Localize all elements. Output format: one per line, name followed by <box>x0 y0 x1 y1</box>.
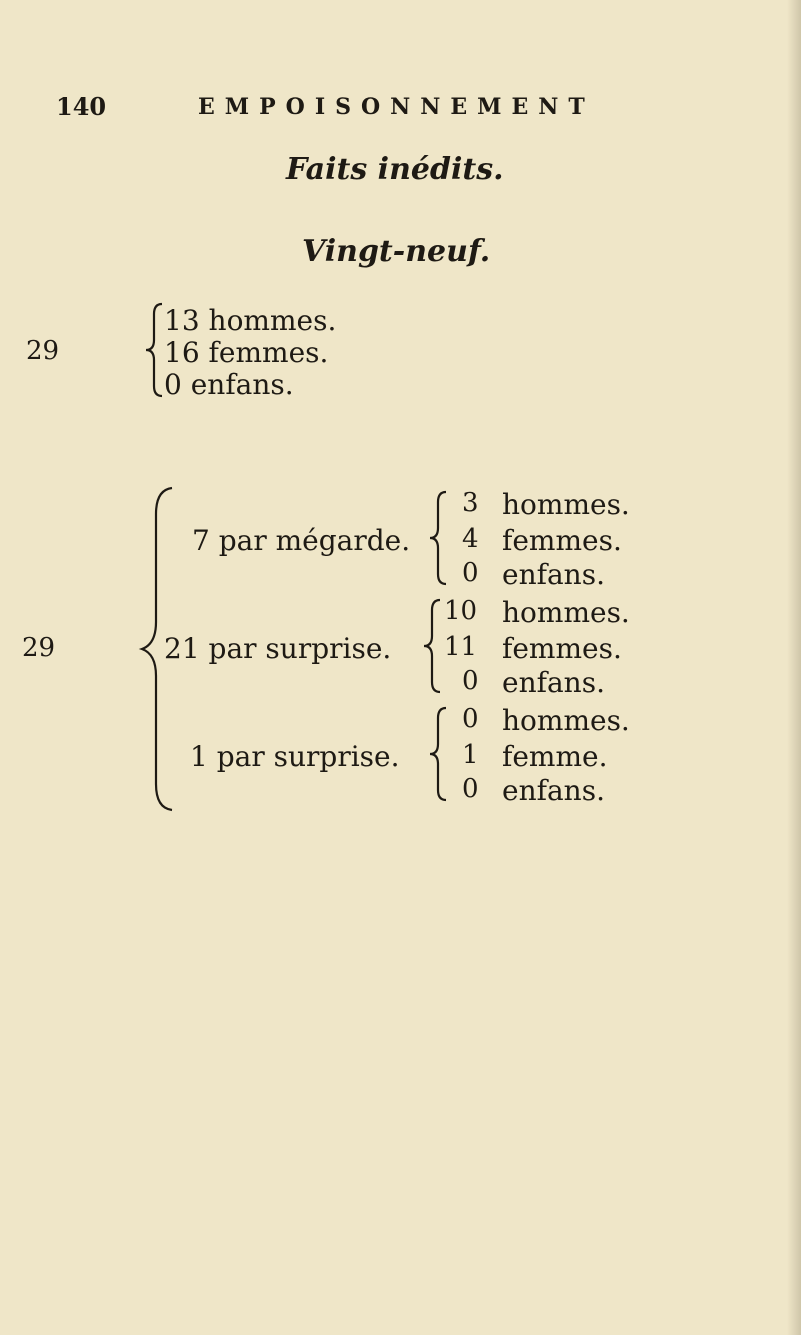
page-number: 140 <box>56 92 107 121</box>
group-2-label-women: femmes. <box>502 632 622 665</box>
cause-megarde: 7 par mégarde. <box>192 524 411 557</box>
group-2-count-women: 11 <box>444 632 478 662</box>
group-3-count-women: 1 <box>462 740 479 770</box>
group-1-count-children: 0 <box>462 558 479 588</box>
group-2-label-men: hommes. <box>502 596 630 629</box>
running-title: EMPOISONNEMENT <box>198 94 595 120</box>
group-3-label-women: femme. <box>502 740 608 773</box>
summary-line-children: 0 enfans. <box>164 368 294 401</box>
section-title: Faits inédits. <box>286 152 504 187</box>
group-3-label-children: enfans. <box>502 774 605 807</box>
group-2-label-children: enfans. <box>502 666 605 699</box>
group-2-count-children: 0 <box>462 666 479 696</box>
group-1-label-children: enfans. <box>502 558 605 591</box>
group-1-label-women: femmes. <box>502 524 622 557</box>
group-1-label-men: hommes. <box>502 488 630 521</box>
group-3-brace <box>424 704 454 804</box>
group-3-count-men: 0 <box>462 704 479 734</box>
summary-line-men: 13 hommes. <box>164 304 337 337</box>
summary-total: 29 <box>26 336 60 366</box>
group-1-count-women: 4 <box>462 524 479 554</box>
group-3-count-children: 0 <box>462 774 479 804</box>
subsection-title: Vingt-neuf. <box>302 234 491 269</box>
group-1-count-men: 3 <box>462 488 479 518</box>
group-2-count-men: 10 <box>444 596 478 626</box>
group-3-label-men: hommes. <box>502 704 630 737</box>
group-1-brace <box>424 488 454 588</box>
breakdown-total: 29 <box>22 633 56 663</box>
cause-surprise-1: 1 par surprise. <box>190 740 400 773</box>
summary-line-women: 16 femmes. <box>164 336 329 369</box>
page-edge-shadow <box>787 0 801 1335</box>
cause-surprise-21: 21 par surprise. <box>164 632 392 665</box>
